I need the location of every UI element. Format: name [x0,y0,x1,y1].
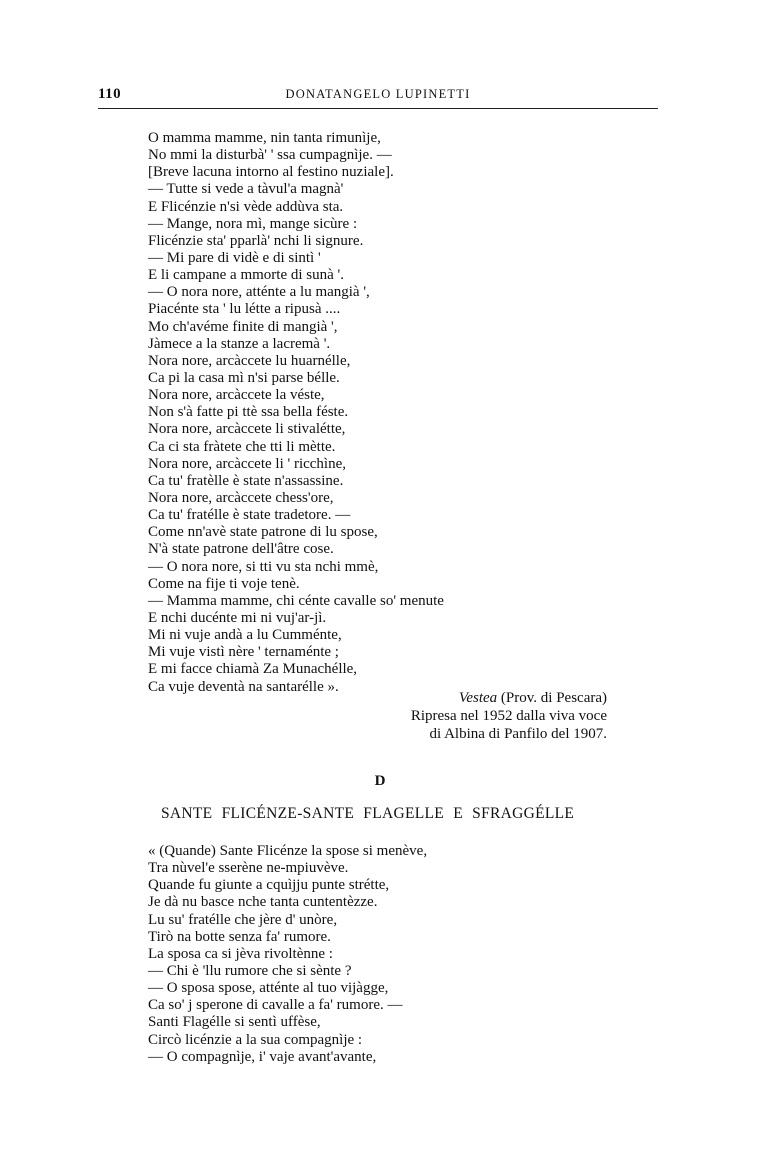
poem-line: Lu su' fratélle che jère d' unòre, [148,911,338,928]
poem-line: Come na fije ti voje tenè. [148,575,300,592]
page-number: 110 [98,86,122,102]
section-title: SANTE FLICÉNZE-SANTE FLAGELLE E SFRAGGÉLLE [161,805,575,822]
poem-line: E nchi ducénte mi ni vuj'ar-jì. [148,609,327,626]
poem-line: Nora nore, arcàccete li ' ricchìne, [148,455,346,472]
source-recording-line: Ripresa nel 1952 dalla viva voce [410,708,607,724]
poem-line: « (Quande) Sante Flicénze la spose si menève, [148,843,428,859]
poem-line: Non s'à fatte pi ttè ssa bella féste. [148,404,349,421]
poem-line: Nora nore, arcàccete lu huarnélle, [148,352,351,369]
poem-line: Mo ch'avéme finite di mangià ', [148,318,338,335]
poem-line: Flicénzie sta' pparlà' nchi li signure. [148,232,364,249]
poem-line: N'à state patrone dell'âtre cose. [148,541,334,558]
poem-line: Mi ni vuje andà a lu Cumménte, [148,627,342,644]
poem-line: O mamma mamme, nin tanta rimunìje, [148,130,381,146]
poem-line: — O nora nore, si tti vu sta nchi mmè, [148,558,379,575]
poem-line: — Mamma mamme, chi cénte cavalle so' menute [148,592,444,609]
poem-line: — Tutte si vede a tàvul'a magnà' [148,181,344,198]
poem-line: — Mange, nora mì, mange sicùre : [148,215,358,232]
poem-line: Ca ci sta fràtete che tti li mètte. [148,438,336,455]
poem-line: Ca tu' fratélle è state tradetore. — [148,507,351,524]
poem-line: Mi vuje vistì nère ' ternaménte ; [148,644,339,661]
poem-line: Piacénte sta ' lu létte a ripusà .... [148,301,341,318]
source-place: Vestea [458,690,498,706]
poem-line: Ca vuje deventà na santarélle ». [148,678,339,695]
running-head: DONATANGELO LUPINETTI [285,87,471,101]
poem-line: Jàmece a la stanze a lacremà '. [148,335,331,352]
poem-line: Quande fu giunte a cquìjju punte strétte, [148,877,390,894]
poem-text [148,130,444,696]
poem-line: — Mi pare di vidè e di sintì ' [148,249,321,266]
poem-line: — O sposa spose, atténte al tuo vijàgge, [148,980,389,997]
poem-line: [Breve lacuna intorno al festino nuziale]. [148,164,394,181]
poem-line: Nora nore, arcàccete li stivalétte, [148,421,346,438]
poem-line: Ca so' j sperone di cavalle a fa' rumore. — [148,997,403,1014]
poem-line: Je dà nu basce nche tanta cuntentèzze. [148,894,378,911]
source-province: (Prov. di Pescara) [500,690,607,706]
poem-line: — O compagnìje, i' vaje avant'avante, [148,1048,377,1065]
source-informant-line: di Albina di Panfilo del 1907. [429,726,607,742]
poem-line: Nora nore, arcàccete la véste, [148,387,325,404]
page-header [98,86,658,109]
poem-text [148,843,427,1066]
poem-line: Circò licénzie a la sua compagnìje : [148,1031,363,1048]
poem-line: — Chi è 'llu rumore che si sènte ? [148,962,352,979]
poem-line: Come nn'avè state patrone di lu spose, [148,524,378,541]
poem-line: Nora nore, arcàccete chess'ore, [148,489,334,506]
poem-line: E Flicénzie n'si vède addùva sta. [148,198,344,215]
poem-line: Santi Flagélle si sentì uffèse, [148,1014,321,1031]
source-attribution [411,689,607,743]
section-letter: D [374,773,386,789]
poem-line: La sposa ca si jèva rivoltènne : [148,945,333,962]
poem-line: Tirò na botte senza fa' rumore. [148,928,331,945]
poem-line: Tra nùvel'e sserène ne-mpiuvève. [148,860,349,877]
poem-line: No mmi la disturbà' ' ssa cumpagnìje. — [148,147,392,164]
poem-line: E mi facce chiamà Za Munachélle, [148,661,358,678]
poem-line: — O nora nore, atténte a lu mangià ', [148,284,370,301]
poem-line: E li campane a mmorte di sunà '. [148,267,344,284]
poem-line: Ca pi la casa mì n'si parse bélle. [148,369,340,386]
poem-line: Ca tu' fratèlle è state n'assassine. [148,472,344,489]
